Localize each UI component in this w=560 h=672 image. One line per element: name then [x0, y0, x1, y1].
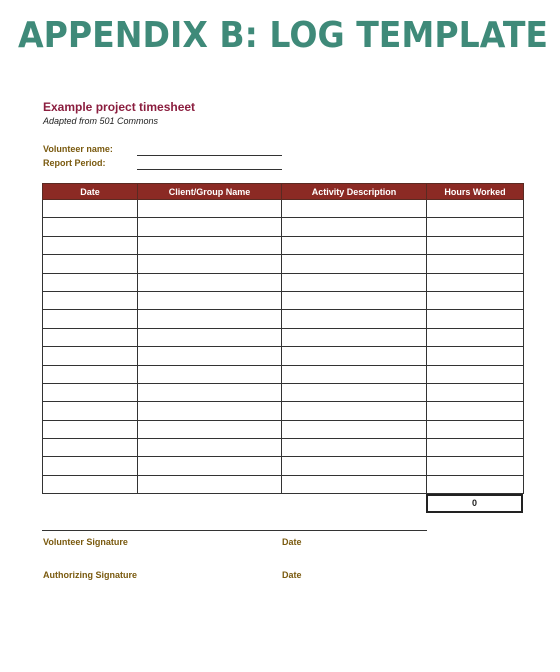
client-group-name-cell[interactable] — [138, 255, 282, 273]
volunteer-signature-date-label: Date — [282, 537, 302, 547]
table-row — [43, 383, 524, 401]
table-row — [43, 439, 524, 457]
activity-description-cell[interactable] — [282, 439, 427, 457]
client-group-name-cell[interactable] — [138, 347, 282, 365]
timesheet-title: Example project timesheet — [43, 100, 196, 114]
table-row — [43, 310, 524, 328]
activity-description-cell[interactable] — [282, 328, 427, 346]
activity-description-cell[interactable] — [282, 200, 427, 218]
hours-worked-cell[interactable] — [427, 383, 524, 401]
hours-worked-cell[interactable] — [427, 255, 524, 273]
volunteer-name-label: Volunteer name: — [43, 144, 113, 154]
table-row — [43, 347, 524, 365]
table-row — [43, 328, 524, 346]
column-header-date: Date — [43, 184, 138, 200]
table-body — [43, 200, 524, 494]
report-period-field[interactable] — [137, 169, 282, 170]
table-header-row — [43, 184, 524, 200]
activity-description-cell[interactable] — [282, 291, 427, 309]
client-group-name-cell[interactable] — [138, 273, 282, 291]
hours-worked-cell[interactable] — [427, 475, 524, 493]
table-row — [43, 402, 524, 420]
client-group-name-cell[interactable] — [138, 383, 282, 401]
hours-worked-cell[interactable] — [427, 291, 524, 309]
date-cell[interactable] — [43, 475, 138, 493]
date-cell[interactable] — [43, 200, 138, 218]
signature-line[interactable] — [42, 530, 427, 531]
activity-description-cell[interactable] — [282, 420, 427, 438]
timesheet-table — [42, 183, 524, 494]
date-cell[interactable] — [43, 402, 138, 420]
hours-worked-cell[interactable] — [427, 402, 524, 420]
column-header-hours-worked: Hours Worked — [427, 184, 524, 200]
date-cell[interactable] — [43, 383, 138, 401]
hours-worked-cell[interactable] — [427, 328, 524, 346]
client-group-name-cell[interactable] — [138, 310, 282, 328]
date-cell[interactable] — [43, 291, 138, 309]
activity-description-cell[interactable] — [282, 347, 427, 365]
hours-worked-cell[interactable] — [427, 218, 524, 236]
date-cell[interactable] — [43, 310, 138, 328]
client-group-name-cell[interactable] — [138, 439, 282, 457]
activity-description-cell[interactable] — [282, 273, 427, 291]
table-row — [43, 255, 524, 273]
hours-worked-cell[interactable] — [427, 347, 524, 365]
date-cell[interactable] — [43, 273, 138, 291]
client-group-name-cell[interactable] — [138, 236, 282, 254]
volunteer-signature-label: Volunteer Signature — [43, 537, 128, 547]
activity-description-cell[interactable] — [282, 365, 427, 383]
date-cell[interactable] — [43, 439, 138, 457]
hours-worked-cell[interactable] — [427, 439, 524, 457]
client-group-name-cell[interactable] — [138, 328, 282, 346]
activity-description-cell[interactable] — [282, 383, 427, 401]
date-cell[interactable] — [43, 347, 138, 365]
table-row — [43, 273, 524, 291]
appendix-title: APPENDIX B: LOG TEMPLATE — [18, 15, 549, 56]
date-cell[interactable] — [43, 457, 138, 475]
client-group-name-cell[interactable] — [138, 200, 282, 218]
date-cell[interactable] — [43, 236, 138, 254]
hours-worked-cell[interactable] — [427, 310, 524, 328]
column-header-client-group-name: Client/Group Name — [138, 184, 282, 200]
table-row — [43, 420, 524, 438]
client-group-name-cell[interactable] — [138, 420, 282, 438]
hours-worked-cell[interactable] — [427, 420, 524, 438]
table-row — [43, 475, 524, 493]
timesheet-subtitle: Adapted from 501 Commons — [43, 116, 159, 126]
authorizing-signature-date-label: Date — [282, 570, 302, 580]
volunteer-name-field[interactable] — [137, 155, 282, 156]
hours-worked-cell[interactable] — [427, 457, 524, 475]
hours-worked-cell[interactable] — [427, 273, 524, 291]
date-cell[interactable] — [43, 218, 138, 236]
activity-description-cell[interactable] — [282, 236, 427, 254]
authorizing-signature-label: Authorizing Signature — [43, 570, 137, 580]
activity-description-cell[interactable] — [282, 402, 427, 420]
hours-worked-cell[interactable] — [427, 236, 524, 254]
report-period-label: Report Period: — [43, 158, 106, 168]
client-group-name-cell[interactable] — [138, 365, 282, 383]
hours-worked-cell[interactable] — [427, 200, 524, 218]
table-row — [43, 457, 524, 475]
table-row — [43, 236, 524, 254]
client-group-name-cell[interactable] — [138, 457, 282, 475]
date-cell[interactable] — [43, 420, 138, 438]
activity-description-cell[interactable] — [282, 475, 427, 493]
client-group-name-cell[interactable] — [138, 402, 282, 420]
activity-description-cell[interactable] — [282, 310, 427, 328]
date-cell[interactable] — [43, 328, 138, 346]
hours-worked-cell[interactable] — [427, 365, 524, 383]
activity-description-cell[interactable] — [282, 457, 427, 475]
activity-description-cell[interactable] — [282, 218, 427, 236]
table-row — [43, 365, 524, 383]
table-row — [43, 218, 524, 236]
activity-description-cell[interactable] — [282, 255, 427, 273]
total-hours-cell: 0 — [426, 494, 523, 513]
client-group-name-cell[interactable] — [138, 218, 282, 236]
table-row — [43, 200, 524, 218]
date-cell[interactable] — [43, 365, 138, 383]
client-group-name-cell[interactable] — [138, 475, 282, 493]
column-header-activity-description: Activity Description — [282, 184, 427, 200]
client-group-name-cell[interactable] — [138, 291, 282, 309]
date-cell[interactable] — [43, 255, 138, 273]
table-row — [43, 291, 524, 309]
